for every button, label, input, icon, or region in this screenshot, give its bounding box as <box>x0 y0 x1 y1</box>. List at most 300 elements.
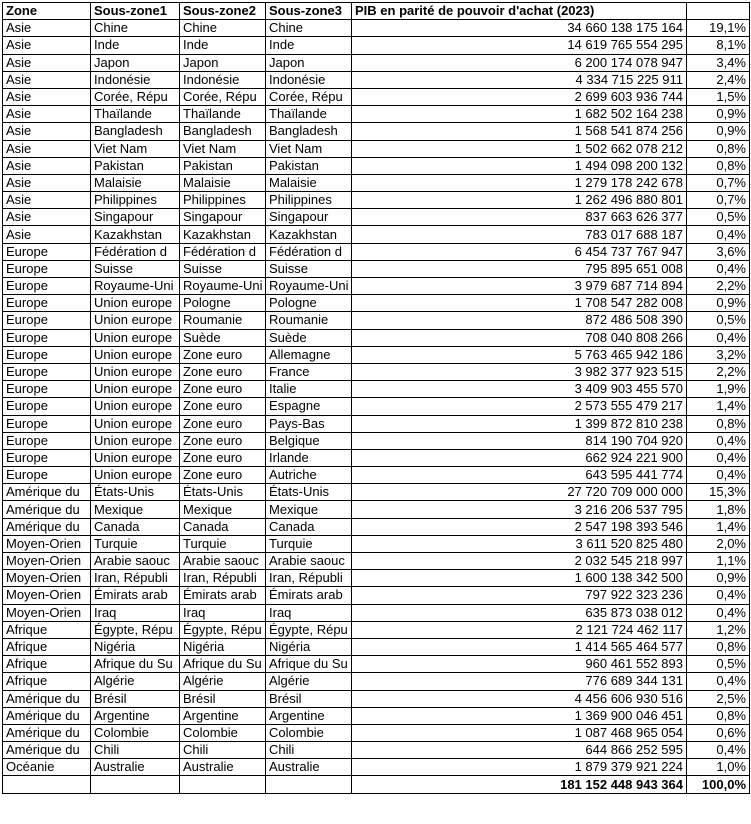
cell-share[interactable]: 0,4% <box>687 432 750 449</box>
cell-share[interactable]: 0,4% <box>687 449 750 466</box>
cell-share[interactable]: 1,9% <box>687 381 750 398</box>
cell-sous-zone1[interactable]: Union europe <box>91 432 180 449</box>
cell-pib[interactable]: 635 873 038 012 <box>352 604 687 621</box>
cell-sous-zone3[interactable]: Suède <box>266 329 352 346</box>
cell-sous-zone1[interactable]: Émirats arab <box>91 587 180 604</box>
cell-sous-zone3[interactable]: Indonésie <box>266 71 352 88</box>
cell-sous-zone3[interactable]: Australie <box>266 759 352 776</box>
cell-share[interactable]: 0,4% <box>687 587 750 604</box>
cell-pib[interactable]: 1 879 379 921 224 <box>352 759 687 776</box>
cell-sous-zone2[interactable]: Indonésie <box>180 71 266 88</box>
cell-zone[interactable]: Asie <box>3 209 91 226</box>
cell-zone[interactable]: Afrique <box>3 656 91 673</box>
cell-pib[interactable]: 1 682 502 164 238 <box>352 106 687 123</box>
cell-sous-zone3[interactable]: Bangladesh <box>266 123 352 140</box>
cell-sous-zone3[interactable]: Égypte, Répu <box>266 621 352 638</box>
cell-sous-zone1[interactable]: Colombie <box>91 724 180 741</box>
cell-pib[interactable]: 1 279 178 242 678 <box>352 174 687 191</box>
cell-pib[interactable]: 14 619 765 554 295 <box>352 37 687 54</box>
cell-pib[interactable]: 1 600 138 342 500 <box>352 570 687 587</box>
cell-sous-zone1[interactable]: Union europe <box>91 449 180 466</box>
cell-zone[interactable]: Moyen-Orien <box>3 553 91 570</box>
cell-zone[interactable]: Asie <box>3 123 91 140</box>
cell-sous-zone3[interactable]: Allemagne <box>266 346 352 363</box>
cell-pib[interactable]: 814 190 704 920 <box>352 432 687 449</box>
cell-share[interactable]: 0,8% <box>687 415 750 432</box>
cell-sous-zone2[interactable]: Arabie saouc <box>180 553 266 570</box>
cell-sous-zone3[interactable]: Pologne <box>266 295 352 312</box>
cell-zone[interactable]: Europe <box>3 329 91 346</box>
cell-zone[interactable]: Europe <box>3 381 91 398</box>
total-cell-sous-zone3[interactable] <box>266 776 352 793</box>
table-row <box>3 329 750 346</box>
spreadsheet-table <box>2 2 750 794</box>
cell-sous-zone2[interactable]: Canada <box>180 518 266 535</box>
cell-share[interactable]: 0,5% <box>687 312 750 329</box>
cell-sous-zone1[interactable]: Malaisie <box>91 174 180 191</box>
cell-share[interactable]: 0,6% <box>687 724 750 741</box>
cell-share[interactable]: 2,2% <box>687 278 750 295</box>
cell-pib[interactable]: 2 032 545 218 997 <box>352 553 687 570</box>
cell-sous-zone2[interactable]: Iran, Républi <box>180 570 266 587</box>
header-sous-zone3[interactable]: Sous-zone3 <box>266 3 352 20</box>
cell-sous-zone3[interactable]: Espagne <box>266 398 352 415</box>
cell-sous-zone3[interactable]: Royaume-Uni <box>266 278 352 295</box>
cell-sous-zone1[interactable]: Union europe <box>91 381 180 398</box>
cell-sous-zone3[interactable]: Arabie saouc <box>266 553 352 570</box>
cell-zone[interactable]: Amérique du <box>3 742 91 759</box>
cell-sous-zone1[interactable]: Suisse <box>91 260 180 277</box>
cell-sous-zone3[interactable]: Corée, Répu <box>266 88 352 105</box>
cell-sous-zone2[interactable]: Royaume-Uni <box>180 278 266 295</box>
table-row <box>3 20 750 37</box>
cell-sous-zone1[interactable]: Union europe <box>91 398 180 415</box>
cell-sous-zone1[interactable]: Corée, Répu <box>91 88 180 105</box>
cell-sous-zone3[interactable]: Kazakhstan <box>266 226 352 243</box>
cell-pib[interactable]: 1 087 468 965 054 <box>352 724 687 741</box>
cell-sous-zone3[interactable]: Fédération d <box>266 243 352 260</box>
cell-sous-zone1[interactable]: Royaume-Uni <box>91 278 180 295</box>
cell-zone[interactable]: Asie <box>3 54 91 71</box>
cell-zone[interactable]: Europe <box>3 398 91 415</box>
cell-share[interactable]: 0,9% <box>687 570 750 587</box>
cell-share[interactable]: 2,5% <box>687 690 750 707</box>
cell-pib[interactable]: 3 216 206 537 795 <box>352 501 687 518</box>
cell-sous-zone1[interactable]: Fédération d <box>91 243 180 260</box>
total-cell-share[interactable]: 100,0% <box>687 776 750 793</box>
cell-sous-zone2[interactable]: Mexique <box>180 501 266 518</box>
cell-pib[interactable]: 1 414 565 464 577 <box>352 638 687 655</box>
cell-share[interactable]: 0,9% <box>687 123 750 140</box>
cell-sous-zone2[interactable]: Pologne <box>180 295 266 312</box>
cell-sous-zone3[interactable]: Italie <box>266 381 352 398</box>
cell-sous-zone1[interactable]: Chili <box>91 742 180 759</box>
cell-sous-zone1[interactable]: Argentine <box>91 707 180 724</box>
cell-sous-zone2[interactable]: Roumanie <box>180 312 266 329</box>
cell-share[interactable]: 0,4% <box>687 329 750 346</box>
table-footer <box>3 776 750 793</box>
cell-share[interactable]: 2,4% <box>687 71 750 88</box>
cell-sous-zone2[interactable]: Colombie <box>180 724 266 741</box>
table-row <box>3 553 750 570</box>
cell-sous-zone2[interactable]: Australie <box>180 759 266 776</box>
cell-sous-zone2[interactable]: Chili <box>180 742 266 759</box>
cell-sous-zone2[interactable]: Algérie <box>180 673 266 690</box>
cell-sous-zone3[interactable]: Japon <box>266 54 352 71</box>
cell-zone[interactable]: Europe <box>3 363 91 380</box>
cell-zone[interactable]: Europe <box>3 295 91 312</box>
cell-zone[interactable]: Afrique <box>3 638 91 655</box>
cell-pib[interactable]: 6 454 737 767 947 <box>352 243 687 260</box>
cell-zone[interactable]: Europe <box>3 432 91 449</box>
cell-sous-zone3[interactable]: Irlande <box>266 449 352 466</box>
cell-zone[interactable]: Europe <box>3 346 91 363</box>
cell-sous-zone2[interactable]: Bangladesh <box>180 123 266 140</box>
cell-pib[interactable]: 1 262 496 880 801 <box>352 192 687 209</box>
cell-pib[interactable]: 708 040 808 266 <box>352 329 687 346</box>
cell-pib[interactable]: 2 121 724 462 117 <box>352 621 687 638</box>
cell-pib[interactable]: 795 895 651 008 <box>352 260 687 277</box>
cell-zone[interactable]: Europe <box>3 312 91 329</box>
header-row <box>3 3 750 20</box>
cell-share[interactable]: 2,0% <box>687 535 750 552</box>
cell-pib[interactable]: 2 547 198 393 546 <box>352 518 687 535</box>
cell-sous-zone2[interactable]: Fédération d <box>180 243 266 260</box>
cell-sous-zone3[interactable]: Suisse <box>266 260 352 277</box>
cell-pib[interactable]: 6 200 174 078 947 <box>352 54 687 71</box>
cell-sous-zone1[interactable]: Union europe <box>91 295 180 312</box>
cell-sous-zone3[interactable]: États-Unis <box>266 484 352 501</box>
cell-pib[interactable]: 797 922 323 236 <box>352 587 687 604</box>
cell-pib[interactable]: 1 399 872 810 238 <box>352 415 687 432</box>
total-cell-sous-zone1[interactable] <box>91 776 180 793</box>
cell-sous-zone2[interactable]: Nigéria <box>180 638 266 655</box>
cell-sous-zone3[interactable]: Singapour <box>266 209 352 226</box>
cell-share[interactable]: 0,4% <box>687 742 750 759</box>
cell-pib[interactable]: 1 494 098 200 132 <box>352 157 687 174</box>
cell-share[interactable]: 1,0% <box>687 759 750 776</box>
cell-sous-zone2[interactable]: Pakistan <box>180 157 266 174</box>
cell-share[interactable]: 0,8% <box>687 707 750 724</box>
cell-share[interactable]: 19,1% <box>687 20 750 37</box>
cell-share[interactable]: 0,7% <box>687 192 750 209</box>
cell-share[interactable]: 1,2% <box>687 621 750 638</box>
cell-share[interactable]: 0,4% <box>687 604 750 621</box>
cell-pib[interactable]: 2 699 603 936 744 <box>352 88 687 105</box>
cell-zone[interactable]: Europe <box>3 415 91 432</box>
cell-sous-zone3[interactable]: Afrique du Su <box>266 656 352 673</box>
cell-pib[interactable]: 776 689 344 131 <box>352 673 687 690</box>
cell-sous-zone3[interactable]: Viet Nam <box>266 140 352 157</box>
cell-sous-zone2[interactable]: Suisse <box>180 260 266 277</box>
cell-zone[interactable]: Asie <box>3 37 91 54</box>
cell-pib[interactable]: 1 708 547 282 008 <box>352 295 687 312</box>
table-row <box>3 501 750 518</box>
cell-sous-zone3[interactable]: Inde <box>266 37 352 54</box>
cell-zone[interactable]: Moyen-Orien <box>3 535 91 552</box>
cell-share[interactable]: 0,8% <box>687 638 750 655</box>
total-cell-pib[interactable]: 181 152 448 943 364 <box>352 776 687 793</box>
cell-zone[interactable]: Europe <box>3 449 91 466</box>
cell-sous-zone2[interactable]: Brésil <box>180 690 266 707</box>
cell-sous-zone1[interactable]: Arabie saouc <box>91 553 180 570</box>
cell-pib[interactable]: 643 595 441 774 <box>352 467 687 484</box>
table-row <box>3 106 750 123</box>
cell-pib[interactable]: 644 866 252 595 <box>352 742 687 759</box>
cell-sous-zone2[interactable]: Zone euro <box>180 432 266 449</box>
cell-pib[interactable]: 783 017 688 187 <box>352 226 687 243</box>
table-row <box>3 54 750 71</box>
cell-sous-zone3[interactable]: Pakistan <box>266 157 352 174</box>
cell-pib[interactable]: 3 979 687 714 894 <box>352 278 687 295</box>
table-row <box>3 209 750 226</box>
table-row <box>3 192 750 209</box>
header-sous-zone2[interactable]: Sous-zone2 <box>180 3 266 20</box>
table-row <box>3 346 750 363</box>
cell-sous-zone2[interactable]: Zone euro <box>180 363 266 380</box>
table-row <box>3 123 750 140</box>
cell-sous-zone2[interactable]: Zone euro <box>180 467 266 484</box>
cell-sous-zone3[interactable]: Turquie <box>266 535 352 552</box>
cell-pib[interactable]: 27 720 709 000 000 <box>352 484 687 501</box>
cell-share[interactable]: 1,5% <box>687 88 750 105</box>
cell-zone[interactable]: Asie <box>3 140 91 157</box>
cell-sous-zone1[interactable]: Philippines <box>91 192 180 209</box>
cell-share[interactable]: 0,9% <box>687 106 750 123</box>
cell-sous-zone1[interactable]: Pakistan <box>91 157 180 174</box>
cell-share[interactable]: 0,4% <box>687 467 750 484</box>
cell-sous-zone2[interactable]: Inde <box>180 37 266 54</box>
cell-sous-zone1[interactable]: Afrique du Su <box>91 656 180 673</box>
header-share[interactable] <box>687 3 750 20</box>
cell-sous-zone2[interactable]: Corée, Répu <box>180 88 266 105</box>
cell-share[interactable]: 1,1% <box>687 553 750 570</box>
cell-share[interactable]: 0,4% <box>687 260 750 277</box>
cell-share[interactable]: 2,2% <box>687 363 750 380</box>
cell-pib[interactable]: 1 502 662 078 212 <box>352 140 687 157</box>
cell-pib[interactable]: 837 663 626 377 <box>352 209 687 226</box>
cell-pib[interactable]: 2 573 555 479 217 <box>352 398 687 415</box>
table-row <box>3 656 750 673</box>
cell-sous-zone1[interactable]: Australie <box>91 759 180 776</box>
cell-pib[interactable]: 4 334 715 225 911 <box>352 71 687 88</box>
cell-sous-zone3[interactable]: Colombie <box>266 724 352 741</box>
cell-zone[interactable]: Amérique du <box>3 707 91 724</box>
cell-sous-zone1[interactable]: Union europe <box>91 363 180 380</box>
cell-zone[interactable]: Océanie <box>3 759 91 776</box>
cell-sous-zone1[interactable]: Thaïlande <box>91 106 180 123</box>
cell-pib[interactable]: 3 982 377 923 515 <box>352 363 687 380</box>
cell-sous-zone1[interactable]: Canada <box>91 518 180 535</box>
cell-pib[interactable]: 1 568 541 874 256 <box>352 123 687 140</box>
cell-sous-zone2[interactable]: Thaïlande <box>180 106 266 123</box>
cell-sous-zone1[interactable]: Iran, Républi <box>91 570 180 587</box>
cell-share[interactable]: 3,4% <box>687 54 750 71</box>
cell-sous-zone1[interactable]: Mexique <box>91 501 180 518</box>
cell-share[interactable]: 1,4% <box>687 398 750 415</box>
cell-share[interactable]: 15,3% <box>687 484 750 501</box>
cell-sous-zone1[interactable]: Bangladesh <box>91 123 180 140</box>
cell-share[interactable]: 0,9% <box>687 295 750 312</box>
cell-sous-zone1[interactable]: Égypte, Répu <box>91 621 180 638</box>
cell-zone[interactable]: Afrique <box>3 621 91 638</box>
cell-sous-zone1[interactable]: Union europe <box>91 346 180 363</box>
cell-zone[interactable]: Europe <box>3 467 91 484</box>
cell-pib[interactable]: 872 486 508 390 <box>352 312 687 329</box>
cell-sous-zone3[interactable]: Chine <box>266 20 352 37</box>
table-row <box>3 295 750 312</box>
cell-zone[interactable]: Amérique du <box>3 724 91 741</box>
table-row <box>3 707 750 724</box>
cell-share[interactable]: 0,5% <box>687 656 750 673</box>
cell-zone[interactable]: Asie <box>3 226 91 243</box>
cell-sous-zone2[interactable]: Zone euro <box>180 415 266 432</box>
cell-sous-zone1[interactable]: Turquie <box>91 535 180 552</box>
cell-share[interactable]: 3,6% <box>687 243 750 260</box>
cell-share[interactable]: 8,1% <box>687 37 750 54</box>
cell-zone[interactable]: Europe <box>3 260 91 277</box>
cell-share[interactable]: 3,2% <box>687 346 750 363</box>
cell-pib[interactable]: 5 763 465 942 186 <box>352 346 687 363</box>
cell-share[interactable]: 0,8% <box>687 140 750 157</box>
cell-zone[interactable]: Asie <box>3 192 91 209</box>
cell-sous-zone2[interactable]: Japon <box>180 54 266 71</box>
cell-pib[interactable]: 662 924 221 900 <box>352 449 687 466</box>
table-row <box>3 449 750 466</box>
cell-share[interactable]: 0,7% <box>687 174 750 191</box>
cell-sous-zone2[interactable]: Zone euro <box>180 381 266 398</box>
cell-sous-zone3[interactable]: Malaisie <box>266 174 352 191</box>
cell-zone[interactable]: Moyen-Orien <box>3 570 91 587</box>
cell-sous-zone2[interactable]: Émirats arab <box>180 587 266 604</box>
cell-sous-zone1[interactable]: Kazakhstan <box>91 226 180 243</box>
cell-zone[interactable]: Amérique du <box>3 484 91 501</box>
cell-pib[interactable]: 1 369 900 046 451 <box>352 707 687 724</box>
cell-sous-zone2[interactable]: Singapour <box>180 209 266 226</box>
cell-sous-zone3[interactable]: Pays-Bas <box>266 415 352 432</box>
cell-zone[interactable]: Europe <box>3 278 91 295</box>
cell-sous-zone3[interactable]: Brésil <box>266 690 352 707</box>
total-cell-zone[interactable] <box>3 776 91 793</box>
cell-sous-zone2[interactable]: Zone euro <box>180 398 266 415</box>
cell-sous-zone1[interactable]: États-Unis <box>91 484 180 501</box>
cell-sous-zone1[interactable]: Brésil <box>91 690 180 707</box>
cell-sous-zone3[interactable]: Argentine <box>266 707 352 724</box>
cell-zone[interactable]: Asie <box>3 174 91 191</box>
cell-zone[interactable]: Asie <box>3 20 91 37</box>
cell-pib[interactable]: 3 409 903 455 570 <box>352 381 687 398</box>
cell-zone[interactable]: Amérique du <box>3 501 91 518</box>
cell-sous-zone3[interactable]: Autriche <box>266 467 352 484</box>
header-pib[interactable]: PIB en parité de pouvoir d'achat (2023) <box>352 3 687 20</box>
cell-sous-zone1[interactable]: Union europe <box>91 467 180 484</box>
cell-sous-zone3[interactable]: Thaïlande <box>266 106 352 123</box>
cell-sous-zone2[interactable]: Viet Nam <box>180 140 266 157</box>
cell-sous-zone2[interactable]: Philippines <box>180 192 266 209</box>
cell-sous-zone2[interactable]: Égypte, Répu <box>180 621 266 638</box>
cell-sous-zone2[interactable]: Malaisie <box>180 174 266 191</box>
table-row <box>3 381 750 398</box>
cell-zone[interactable]: Moyen-Orien <box>3 587 91 604</box>
cell-sous-zone1[interactable]: Union europe <box>91 415 180 432</box>
cell-sous-zone3[interactable]: Roumanie <box>266 312 352 329</box>
cell-sous-zone1[interactable]: Indonésie <box>91 71 180 88</box>
cell-sous-zone3[interactable]: Philippines <box>266 192 352 209</box>
header-sous-zone1[interactable]: Sous-zone1 <box>91 3 180 20</box>
cell-pib[interactable]: 3 611 520 825 480 <box>352 535 687 552</box>
cell-sous-zone3[interactable]: Émirats arab <box>266 587 352 604</box>
cell-sous-zone3[interactable]: Iraq <box>266 604 352 621</box>
table-row <box>3 398 750 415</box>
table-row <box>3 363 750 380</box>
cell-zone[interactable]: Amérique du <box>3 690 91 707</box>
cell-zone[interactable]: Moyen-Orien <box>3 604 91 621</box>
cell-sous-zone1[interactable]: Japon <box>91 54 180 71</box>
cell-sous-zone1[interactable]: Algérie <box>91 673 180 690</box>
cell-zone[interactable]: Asie <box>3 106 91 123</box>
cell-sous-zone2[interactable]: Argentine <box>180 707 266 724</box>
cell-sous-zone3[interactable]: Iran, Républi <box>266 570 352 587</box>
cell-sous-zone1[interactable]: Viet Nam <box>91 140 180 157</box>
cell-share[interactable]: 0,4% <box>687 226 750 243</box>
table-row <box>3 432 750 449</box>
cell-sous-zone2[interactable]: États-Unis <box>180 484 266 501</box>
cell-sous-zone2[interactable]: Zone euro <box>180 346 266 363</box>
table-header <box>3 3 750 20</box>
cell-sous-zone1[interactable]: Nigéria <box>91 638 180 655</box>
cell-sous-zone1[interactable]: Chine <box>91 20 180 37</box>
cell-share[interactable]: 0,5% <box>687 209 750 226</box>
cell-sous-zone1[interactable]: Inde <box>91 37 180 54</box>
cell-sous-zone2[interactable]: Suède <box>180 329 266 346</box>
cell-zone[interactable]: Europe <box>3 243 91 260</box>
cell-share[interactable]: 0,8% <box>687 157 750 174</box>
cell-sous-zone1[interactable]: Iraq <box>91 604 180 621</box>
cell-sous-zone3[interactable]: Mexique <box>266 501 352 518</box>
cell-zone[interactable]: Amérique du <box>3 518 91 535</box>
cell-pib[interactable]: 4 456 606 930 516 <box>352 690 687 707</box>
cell-sous-zone3[interactable]: Nigéria <box>266 638 352 655</box>
cell-sous-zone1[interactable]: Union europe <box>91 312 180 329</box>
cell-zone[interactable]: Asie <box>3 88 91 105</box>
cell-share[interactable]: 0,4% <box>687 673 750 690</box>
table-row <box>3 71 750 88</box>
cell-sous-zone2[interactable]: Zone euro <box>180 449 266 466</box>
cell-pib[interactable]: 34 660 138 175 164 <box>352 20 687 37</box>
cell-zone[interactable]: Asie <box>3 157 91 174</box>
cell-share[interactable]: 1,4% <box>687 518 750 535</box>
cell-share[interactable]: 1,8% <box>687 501 750 518</box>
cell-pib[interactable]: 960 461 552 893 <box>352 656 687 673</box>
cell-zone[interactable]: Asie <box>3 71 91 88</box>
cell-sous-zone2[interactable]: Kazakhstan <box>180 226 266 243</box>
cell-sous-zone3[interactable]: Canada <box>266 518 352 535</box>
cell-zone[interactable]: Afrique <box>3 673 91 690</box>
cell-sous-zone2[interactable]: Afrique du Su <box>180 656 266 673</box>
cell-sous-zone2[interactable]: Iraq <box>180 604 266 621</box>
header-zone[interactable]: Zone <box>3 3 91 20</box>
cell-sous-zone2[interactable]: Chine <box>180 20 266 37</box>
cell-sous-zone2[interactable]: Turquie <box>180 535 266 552</box>
cell-sous-zone3[interactable]: Belgique <box>266 432 352 449</box>
cell-sous-zone3[interactable]: Chili <box>266 742 352 759</box>
cell-sous-zone1[interactable]: Union europe <box>91 329 180 346</box>
cell-sous-zone3[interactable]: Algérie <box>266 673 352 690</box>
cell-sous-zone1[interactable]: Singapour <box>91 209 180 226</box>
table-row <box>3 621 750 638</box>
total-cell-sous-zone2[interactable] <box>180 776 266 793</box>
cell-sous-zone3[interactable]: France <box>266 363 352 380</box>
